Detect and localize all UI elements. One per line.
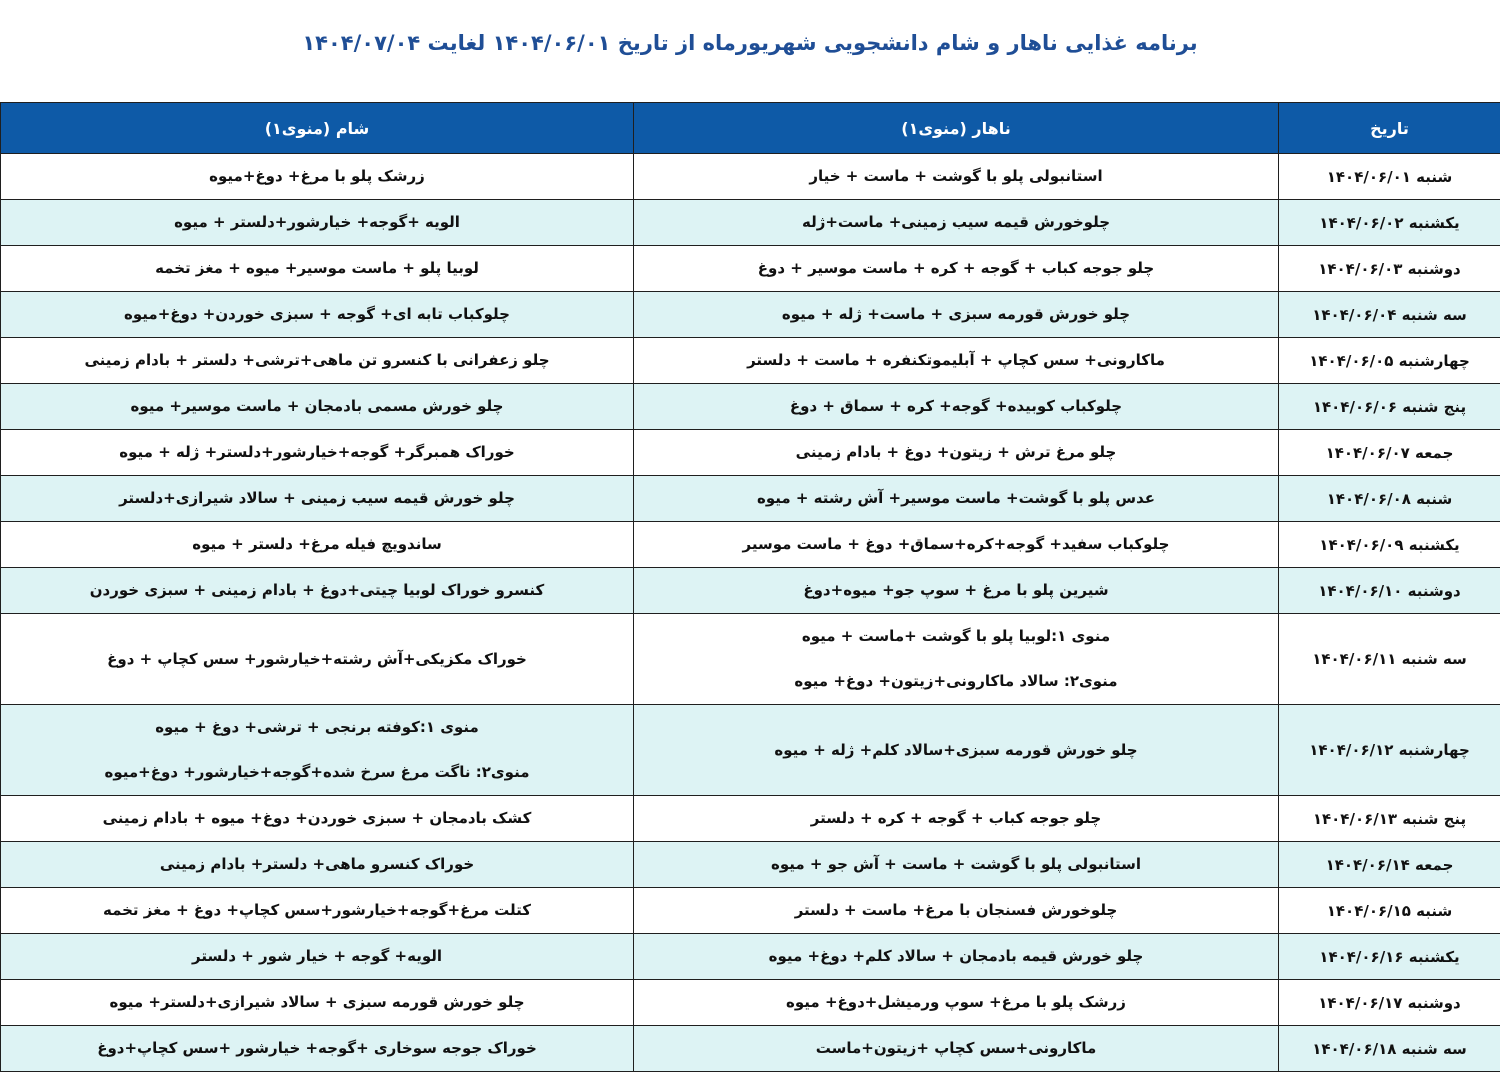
dinner-item: چلو زعفرانی با کنسرو تن ماهی+ترشی+ دلستر + بادام زمینی	[84, 351, 550, 369]
lunch-cell	[634, 430, 1279, 476]
dinner-item: کشک بادمجان + سبزی خوردن+ دوغ+ میوه + بادام زمینی	[102, 809, 532, 827]
lunch-item: چلوخورش فسنجان با مرغ+ ماست + دلستر	[794, 901, 1118, 919]
lunch-item: چلو جوجه کباب + گوجه + کره + ماست موسیر + دوغ	[757, 259, 1155, 277]
lunch-item: استانبولی پلو با گوشت + ماست + خیار	[809, 167, 1103, 185]
lunch-item: چلو مرغ ترش + زیتون+ دوغ + بادام زمینی	[795, 443, 1117, 461]
dinner-item: زرشک پلو با مرغ+ دوغ+میوه	[209, 167, 425, 185]
table-body	[1, 154, 1500, 1072]
dinner-item: خوراک جوجه سوخاری +گوجه+ خیارشور +سس کچاپ+دوغ	[97, 1039, 537, 1057]
table-row	[1, 338, 1500, 384]
date-cell: جمعه ۱۴۰۴/۰۶/۰۷	[1279, 430, 1500, 476]
date-cell: دوشنبه ۱۴۰۴/۰۶/۱۰	[1279, 568, 1500, 614]
date-cell: دوشنبه ۱۴۰۴/۰۶/۰۳	[1279, 246, 1500, 292]
dinner-item: خوراک مکزیکی+آش رشته+خیارشور+ سس کچاپ + دوغ	[107, 649, 527, 668]
table-row	[1, 614, 1500, 705]
dinner-cell	[1, 384, 634, 430]
date-cell: چهارشنبه ۱۴۰۴/۰۶/۱۲	[1279, 705, 1500, 796]
lunch-item: چلوکباب کوبیده+ گوجه+ کره + سماق + دوغ	[789, 397, 1123, 415]
lunch-cell	[634, 705, 1279, 796]
dinner-cell	[1, 705, 634, 796]
table-row	[1, 934, 1500, 980]
lunch-cell	[634, 1026, 1279, 1072]
lunch-cell	[634, 476, 1279, 522]
dinner-cell	[1, 888, 634, 934]
lunch-cell	[634, 796, 1279, 842]
dinner-cell	[1, 338, 634, 384]
date-cell: یکشنبه ۱۴۰۴/۰۶/۱۶	[1279, 934, 1500, 980]
dinner-item: چلو خورش قورمه سبزی + سالاد شیرازی+دلستر+ میوه	[109, 993, 525, 1011]
lunch-cell	[634, 200, 1279, 246]
dinner-item: کتلت مرغ+گوجه+خیارشور+سس کچاپ+ دوغ + مغز تخمه	[102, 901, 532, 919]
table-row	[1, 292, 1500, 338]
dinner-cell	[1, 522, 634, 568]
lunch-cell	[634, 522, 1279, 568]
table-row	[1, 1026, 1500, 1072]
table-row	[1, 705, 1500, 796]
lunch-cell	[634, 154, 1279, 200]
dinner-item: چلو خورش قیمه سیب زمینی + سالاد شیرازی+دلستر	[119, 489, 515, 507]
date-cell: شنبه ۱۴۰۴/۰۶/۰۸	[1279, 476, 1500, 522]
dinner-item: الویه +گوجه+ خیارشور+دلستر + میوه	[174, 213, 460, 231]
lunch-cell	[634, 614, 1279, 705]
dinner-cell	[1, 430, 634, 476]
lunch-item: منوی۲: سالاد ماکارونی+زیتون+ دوغ+ میوه	[794, 672, 1118, 690]
table-row	[1, 568, 1500, 614]
date-cell: شنبه ۱۴۰۴/۰۶/۰۱	[1279, 154, 1500, 200]
date-cell: شنبه ۱۴۰۴/۰۶/۱۵	[1279, 888, 1500, 934]
lunch-item: عدس پلو با گوشت+ ماست موسیر+ آش رشته + میوه	[756, 489, 1156, 507]
date-cell: دوشنبه ۱۴۰۴/۰۶/۱۷	[1279, 980, 1500, 1026]
table-row	[1, 154, 1500, 200]
table-header-row	[1, 103, 1500, 154]
table-row	[1, 200, 1500, 246]
dinner-cell	[1, 934, 634, 980]
lunch-item: ماکارونی+ سس کچاپ + آبلیموتکنفره + ماست + دلستر	[747, 351, 1165, 369]
lunch-cell	[634, 980, 1279, 1026]
dinner-item: کنسرو خوراک لوبیا چیتی+دوغ + بادام زمینی + سبزی خوردن	[89, 581, 545, 599]
dinner-item: منوی۲: ناگت مرغ سرخ شده+گوجه+خیارشور+ دوغ+میوه	[104, 763, 530, 781]
lunch-cell	[634, 934, 1279, 980]
lunch-item: چلو خورش قورمه سبزی + ماست+ ژله + میوه	[781, 305, 1131, 323]
lunch-cell	[634, 888, 1279, 934]
table-row	[1, 384, 1500, 430]
lunch-item: شیرین پلو با مرغ + سوپ جو+ میوه+دوغ	[803, 581, 1109, 599]
lunch-item: ماکارونی+سس کچاپ +زیتون+ماست	[815, 1039, 1097, 1057]
dinner-cell	[1, 614, 634, 705]
date-cell: چهارشنبه ۱۴۰۴/۰۶/۰۵	[1279, 338, 1500, 384]
dinner-item: خوراک کنسرو ماهی+ دلستر+ بادام زمینی	[159, 855, 475, 873]
dinner-cell	[1, 200, 634, 246]
lunch-item: زرشک پلو با مرغ+ سوپ ورمیشل+دوغ+ میوه	[786, 993, 1126, 1011]
lunch-item: چلو خورش قورمه سبزی+سالاد کلم+ ژله + میوه	[774, 740, 1138, 759]
lunch-cell	[634, 338, 1279, 384]
dinner-item: الویه+ گوجه + خیار شور + دلستر	[191, 947, 443, 965]
table-row	[1, 246, 1500, 292]
dinner-cell	[1, 476, 634, 522]
header-lunch: ناهار (منوی۱)	[634, 103, 1279, 154]
page-title: برنامه غذایی ناهار و شام دانشجویی شهریورماه از تاریخ ۱۴۰۴/۰۶/۰۱ لغایت ۱۴۰۴/۰۷/۰۴	[302, 31, 1198, 55]
dinner-cell	[1, 842, 634, 888]
date-cell: سه شنبه ۱۴۰۴/۰۶/۱۱	[1279, 614, 1500, 705]
table-row	[1, 476, 1500, 522]
lunch-item: چلوخورش قیمه سیب زمینی+ ماست+ژله	[801, 213, 1111, 231]
header-dinner: شام (منوی۱)	[1, 103, 634, 154]
dinner-cell	[1, 154, 634, 200]
table-row	[1, 796, 1500, 842]
date-cell: یکشنبه ۱۴۰۴/۰۶/۰۹	[1279, 522, 1500, 568]
table-row	[1, 842, 1500, 888]
dinner-item: لوبیا پلو + ماست موسیر+ میوه + مغز تخمه	[155, 259, 479, 277]
table-row	[1, 980, 1500, 1026]
dinner-cell	[1, 980, 634, 1026]
dinner-item: خوراک همبرگر+ گوجه+خیارشور+دلستر+ ژله + میوه	[119, 443, 515, 461]
lunch-cell	[634, 842, 1279, 888]
lunch-cell	[634, 292, 1279, 338]
lunch-cell	[634, 384, 1279, 430]
table-row	[1, 430, 1500, 476]
lunch-item: منوی ۱:لوبیا پلو با گوشت +ماست + میوه	[801, 627, 1111, 645]
lunch-item: چلو خورش قیمه بادمجان + سالاد کلم+ دوغ+ میوه	[768, 947, 1144, 965]
menu-table	[0, 102, 1500, 1072]
date-cell: سه شنبه ۱۴۰۴/۰۶/۱۸	[1279, 1026, 1500, 1072]
table-row	[1, 522, 1500, 568]
date-cell: سه شنبه ۱۴۰۴/۰۶/۰۴	[1279, 292, 1500, 338]
dinner-item: ساندویچ فیله مرغ+ دلستر + میوه	[192, 535, 442, 553]
lunch-cell	[634, 568, 1279, 614]
dinner-cell	[1, 1026, 634, 1072]
header-date: تاریخ	[1279, 103, 1500, 154]
dinner-cell	[1, 292, 634, 338]
date-cell: یکشنبه ۱۴۰۴/۰۶/۰۲	[1279, 200, 1500, 246]
dinner-item: چلوکباب تابه ای+ گوجه + سبزی خوردن+ دوغ+میوه	[124, 305, 510, 323]
dinner-item: چلو خورش مسمی بادمجان + ماست موسیر+ میوه	[130, 397, 504, 415]
dinner-cell	[1, 246, 634, 292]
dinner-item: منوی ۱:کوفته برنجی + ترشی+ دوغ + میوه	[155, 718, 479, 736]
lunch-item: چلو جوجه کباب + گوجه + کره + دلستر	[810, 809, 1102, 827]
date-cell: پنج شنبه ۱۴۰۴/۰۶/۰۶	[1279, 384, 1500, 430]
lunch-item: چلوکباب سفید+ گوجه+کره+سماق+ دوغ + ماست موسیر	[742, 535, 1170, 553]
dinner-cell	[1, 568, 634, 614]
date-cell: پنج شنبه ۱۴۰۴/۰۶/۱۳	[1279, 796, 1500, 842]
lunch-cell	[634, 246, 1279, 292]
dinner-cell	[1, 796, 634, 842]
table-row	[1, 888, 1500, 934]
date-cell: جمعه ۱۴۰۴/۰۶/۱۴	[1279, 842, 1500, 888]
lunch-item: استانبولی پلو با گوشت + ماست + آش جو + میوه	[771, 855, 1141, 873]
